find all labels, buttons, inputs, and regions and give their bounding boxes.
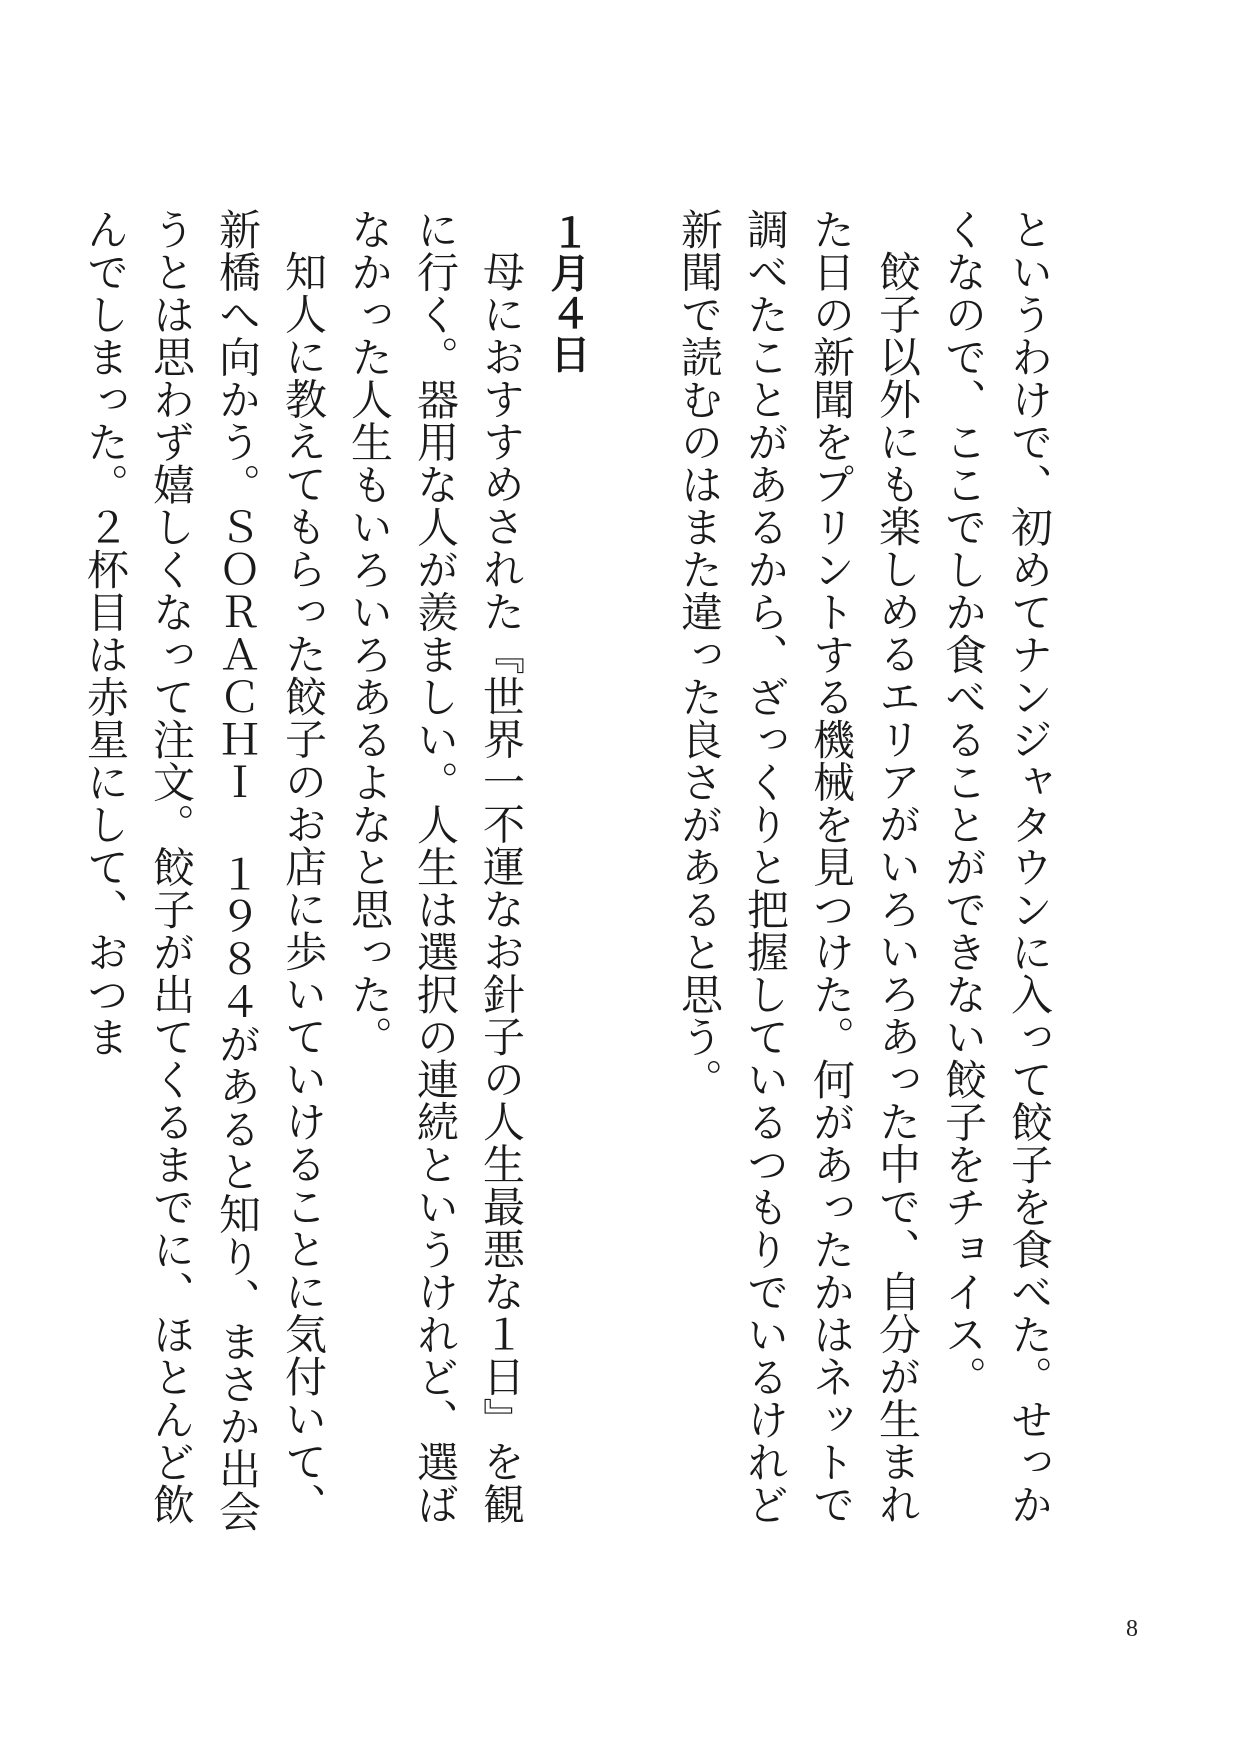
paragraph-2: 餃子以外にも楽しめるエリアがいろいろあった中で、自分が生まれた日の新聞をプリントする機械を見つけた。何があったかはネットで調べたことがあるから、ざっくりと把握しているつもりでいるけれど新聞で読むのはまた違った良さがあると思う。 xyxy=(675,208,922,1526)
blank-line xyxy=(600,208,666,1538)
page-number: 8 xyxy=(1126,1616,1138,1642)
paragraph-3: 母におすすめされた『世界一不運なお針子の人生最悪な１日』を観に行く。器用な人が羨ましい。人生は選択の連続というけれど、選ばなかった人生もいろいろあるよなと思った。 xyxy=(345,208,526,1526)
paragraph-1: というわけで、初めてナンジャタウンに入って餃子を食べた。せっかくなので、ここでしか食べることができない餃子をチョイス。 xyxy=(939,208,1054,1526)
date-heading: １月４日 xyxy=(544,212,590,374)
vertical-text-body xyxy=(72,208,1062,1538)
paragraph-4: 知人に教えてもらった餃子のお店に歩いていけることに気付いて、新橋へ向かう。ＳＯＲＡＣＨＩ １９８４があると知り、まさか出会うとは思わず嬉しくなって注文。餃子が出てくるまでに、ほとんど飲んでしまった。２杯目は赤星にして、おつま xyxy=(81,208,328,1533)
